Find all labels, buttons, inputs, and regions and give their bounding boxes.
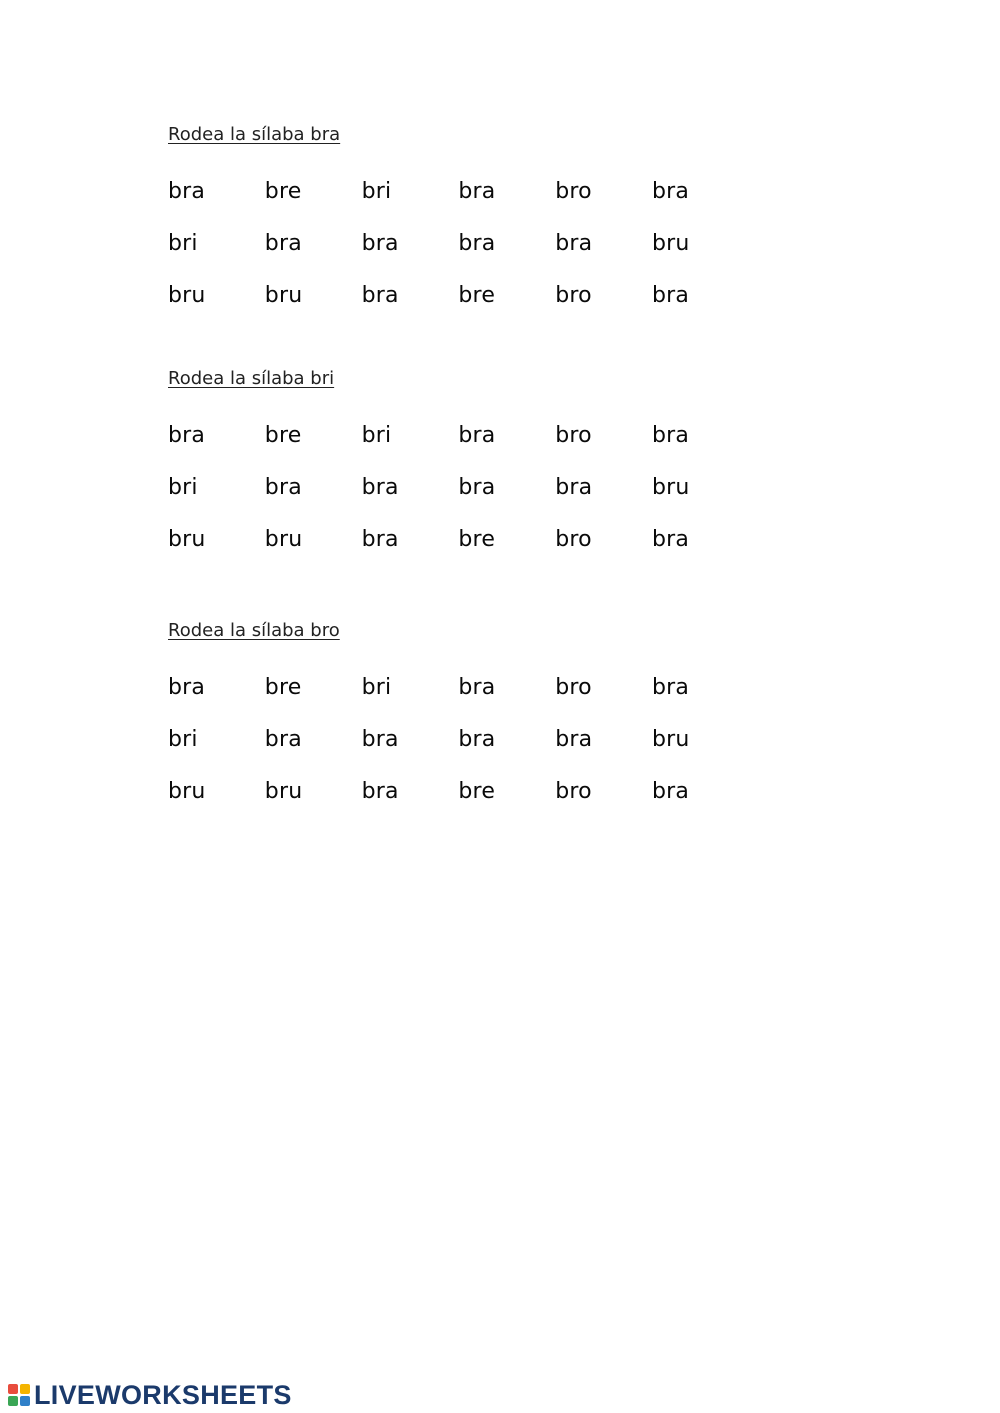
syllable-option[interactable]: bra [264, 475, 302, 500]
liveworksheets-logo[interactable] [8, 1380, 292, 1410]
syllable-option[interactable]: bra [168, 675, 206, 700]
exercise-instruction: Rodea la sílaba bra [168, 124, 341, 145]
syllable-option[interactable]: bru [651, 475, 690, 500]
syllable-option[interactable]: bri [168, 231, 198, 256]
syllable-row [168, 662, 749, 714]
syllable-grid [168, 166, 749, 322]
syllable-row [168, 270, 749, 322]
syllable-row [168, 166, 749, 218]
syllable-option[interactable]: bru [651, 231, 690, 256]
syllable-option[interactable]: bra [361, 283, 399, 308]
syllable-row [168, 462, 749, 514]
syllable-option[interactable]: bra [361, 231, 399, 256]
syllable-option[interactable]: bri [168, 727, 198, 752]
exercise-instruction: Rodea la sílaba bro [168, 620, 340, 641]
syllable-option[interactable]: bra [168, 423, 206, 448]
syllable-option[interactable]: bro [555, 527, 592, 552]
syllable-grid [168, 410, 749, 566]
syllable-row [168, 410, 749, 462]
syllable-option[interactable]: bro [555, 779, 592, 804]
syllable-option[interactable]: bre [458, 779, 496, 804]
syllable-option[interactable]: bri [361, 423, 392, 448]
liveworksheets-blocks-icon [8, 1384, 30, 1406]
syllable-option[interactable]: bru [168, 527, 206, 552]
syllable-option[interactable]: bra [458, 475, 496, 500]
syllable-option[interactable]: bri [361, 179, 392, 204]
exercise-section-bri [168, 366, 768, 552]
syllable-option[interactable]: bro [555, 179, 592, 204]
exercise-section-bra [168, 122, 768, 308]
syllable-option[interactable]: bra [168, 179, 206, 204]
syllable-option[interactable]: bro [555, 675, 592, 700]
syllable-option[interactable]: bre [264, 423, 302, 448]
logo-wordmark: LIVEWORKSHEETS [34, 1380, 292, 1410]
syllable-option[interactable]: bra [264, 231, 302, 256]
logo-block-red [8, 1384, 18, 1394]
syllable-option[interactable]: bre [458, 527, 496, 552]
syllable-option[interactable]: bra [361, 475, 399, 500]
syllable-option[interactable]: bra [458, 423, 496, 448]
syllable-option[interactable]: bri [168, 475, 198, 500]
exercise-section-bro [168, 618, 768, 804]
logo-block-yellow [20, 1384, 30, 1394]
syllable-option[interactable]: bru [264, 283, 303, 308]
syllable-option[interactable]: bra [458, 231, 496, 256]
syllable-option[interactable]: bra [651, 527, 690, 552]
syllable-option[interactable]: bra [264, 727, 302, 752]
syllable-option[interactable]: bra [555, 727, 593, 752]
syllable-option[interactable]: bra [458, 675, 496, 700]
syllable-option[interactable]: bra [651, 423, 690, 448]
syllable-option[interactable]: bru [264, 779, 303, 804]
syllable-option[interactable]: bra [361, 527, 399, 552]
syllable-option[interactable]: bra [555, 231, 593, 256]
logo-block-blue [20, 1396, 30, 1406]
syllable-option[interactable]: bra [361, 727, 399, 752]
syllable-row [168, 218, 749, 270]
syllable-row [168, 766, 749, 818]
syllable-grid [168, 662, 749, 818]
syllable-row [168, 714, 749, 766]
syllable-option[interactable]: bra [651, 179, 690, 204]
syllable-option[interactable]: bro [555, 423, 592, 448]
syllable-option[interactable]: bra [651, 779, 690, 804]
exercise-instruction: Rodea la sílaba bri [168, 368, 335, 389]
syllable-option[interactable]: bre [458, 283, 496, 308]
syllable-option[interactable]: bri [361, 675, 392, 700]
syllable-option[interactable]: bru [168, 283, 206, 308]
syllable-option[interactable]: bra [458, 179, 496, 204]
syllable-option[interactable]: bra [651, 675, 690, 700]
syllable-option[interactable]: bra [651, 283, 690, 308]
syllable-option[interactable]: bra [361, 779, 399, 804]
syllable-option[interactable]: bru [264, 527, 303, 552]
syllable-option[interactable]: bre [264, 675, 302, 700]
syllable-option[interactable]: bro [555, 283, 592, 308]
syllable-row [168, 514, 749, 566]
logo-block-green [8, 1396, 18, 1406]
syllable-option[interactable]: bru [651, 727, 690, 752]
syllable-option[interactable]: bra [555, 475, 593, 500]
syllable-option[interactable]: bra [458, 727, 496, 752]
syllable-option[interactable]: bre [264, 179, 302, 204]
syllable-option[interactable]: bru [168, 779, 206, 804]
